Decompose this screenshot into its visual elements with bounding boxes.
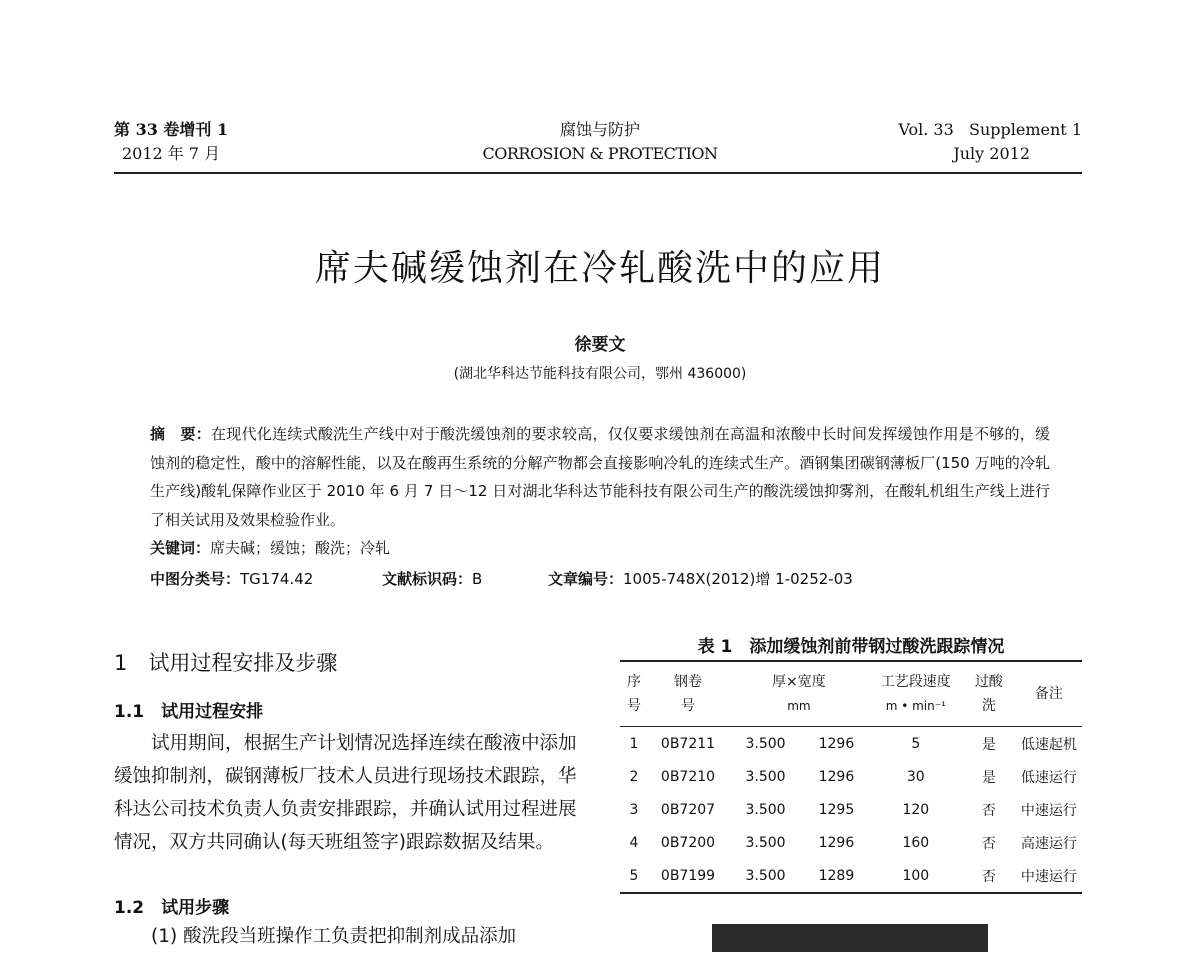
- col-coil: 钢卷 号: [674, 674, 702, 714]
- author-affiliation: (湖北华科达节能科技有限公司，鄂州 436000): [453, 366, 747, 382]
- doc-code-value: B: [472, 570, 483, 588]
- section-1-1-paragraph: 试用期间，根据生产计划情况选择连续在酸液中添加缓蚀抑制剂，碳钢薄板厂技术人员进行现场技术跟踪，华科达公司技术负责人负责安排跟踪，并确认试用过程进展情况，双方共同确认(每天班组签字)跟踪数据及结果。: [114, 733, 577, 853]
- cell-coil: 0B7200: [660, 834, 716, 851]
- col-over-pickling: 过酸 洗: [974, 674, 1003, 714]
- clc-value: TG174.42: [240, 570, 314, 588]
- cell-speed: 120: [902, 801, 930, 818]
- section-1-2-heading: 1.2 试用步骤: [114, 898, 230, 918]
- cell-over-pickling: 否: [981, 868, 996, 885]
- date-en: July 2012: [953, 144, 1030, 163]
- col-note: 备注: [1034, 686, 1063, 702]
- cell-thickness: 3.500: [745, 867, 786, 884]
- abstract: [150, 420, 1050, 563]
- abstract-label: 摘 要：: [150, 425, 212, 443]
- col-seq: 序 号: [627, 674, 641, 714]
- cell-speed: 100: [902, 867, 930, 884]
- cell-over-pickling: 否: [981, 802, 996, 819]
- journal-header-left: [114, 118, 228, 166]
- table-row: [620, 760, 1082, 793]
- table-row: [620, 727, 1082, 761]
- journal-header-center: [400, 118, 800, 166]
- section-1-2-paragraph: (1) 酸洗段当班操作工负责把抑制剂成品添加: [151, 926, 517, 947]
- cell-note: 中速运行: [1020, 802, 1077, 819]
- clc-line: [150, 568, 313, 589]
- cell-note: 中速运行: [1020, 868, 1077, 885]
- cell-width: 1296: [818, 834, 855, 851]
- cell-coil: 0B7211: [660, 735, 716, 752]
- figure-image-partial: [712, 924, 988, 952]
- cell-seq: 1: [629, 735, 639, 752]
- article-title: 席夫碱缓蚀剂在冷轧酸洗中的应用: [314, 248, 885, 289]
- abstract-text: 在现代化连续式酸洗生产线中对于酸洗缓蚀剂的要求较高，仅仅要求缓蚀剂在高温和浓酸中长时间发挥缓蚀作用是不够的，缓蚀剂的稳定性，酸中的溶解性能，以及在酸再生系统的分解产物都会直接影响冷轧的连续式生产。酒钢集团碳钢薄板厂(150 万吨的冷轧生产线)酸轧保障作业区于 2010 年 6 月 7 日～12 日对湖北华科达节能科技有限公司生产的酸洗缓蚀抑雾剂，在酸轧机组生产线上进行了相关试用及效果检验作业。: [150, 425, 1050, 529]
- clc-label: 中图分类号：: [150, 570, 241, 588]
- doc-code-label: 文献标识码：: [382, 570, 473, 588]
- cell-width: 1296: [818, 768, 855, 785]
- date-cn: 2012 年 7 月: [122, 144, 221, 163]
- col-speed: 工艺段速度 m • min⁻¹: [880, 674, 951, 713]
- journal-name-en: CORROSION & PROTECTION: [482, 144, 718, 163]
- table-row: [620, 826, 1082, 859]
- section-1-1-heading: 1.1 试用过程安排: [114, 702, 264, 722]
- cell-speed: 30: [906, 768, 925, 785]
- volume-cn: 第 33 卷增刊 1: [114, 120, 229, 139]
- keywords-label: 关键词：: [150, 539, 211, 557]
- table-1-caption: 表 1 添加缓蚀剂前带钢过酸洗跟踪情况: [697, 637, 1005, 657]
- cell-seq: 2: [629, 768, 639, 785]
- table-1: [620, 660, 1082, 894]
- author-name: 徐要文: [574, 335, 626, 355]
- cell-over-pickling: 否: [981, 835, 996, 852]
- cell-over-pickling: 是: [981, 736, 996, 753]
- journal-header-right: [898, 118, 1082, 166]
- cell-note: 低速运行: [1020, 769, 1077, 786]
- cell-thickness: 3.500: [745, 735, 786, 752]
- volume-en: Vol. 33 Supplement 1: [898, 120, 1082, 139]
- cell-width: 1296: [818, 735, 855, 752]
- cell-speed: 5: [911, 735, 921, 752]
- article-no-line: [548, 568, 853, 589]
- cell-thickness: 3.500: [745, 801, 786, 818]
- cell-thickness: 3.500: [745, 768, 786, 785]
- table-header-row: [620, 661, 1082, 727]
- cell-coil: 0B7199: [660, 867, 716, 884]
- journal-name-cn: 腐蚀与防护: [559, 120, 640, 139]
- cell-note: 低速起机: [1020, 736, 1077, 753]
- col-dimensions: 厚×宽度 mm: [772, 674, 826, 713]
- cell-over-pickling: 是: [981, 769, 996, 786]
- doc-code-line: [382, 568, 482, 589]
- article-no-label: 文章编号：: [548, 570, 624, 588]
- cell-coil: 0B7210: [660, 768, 716, 785]
- cell-width: 1295: [818, 801, 855, 818]
- cell-note: 高速运行: [1020, 835, 1077, 852]
- section-1-heading: 1 试用过程安排及步骤: [114, 651, 338, 675]
- cell-seq: 3: [629, 801, 639, 818]
- cell-speed: 160: [902, 834, 930, 851]
- table-row: [620, 859, 1082, 893]
- header-rule: [114, 172, 1082, 174]
- keywords: 席夫碱；缓蚀；酸洗；冷轧: [210, 539, 391, 557]
- article-no-value: 1005-748X(2012)增 1-0252-03: [623, 570, 853, 588]
- cell-width: 1289: [818, 867, 855, 884]
- cell-seq: 5: [629, 867, 639, 884]
- keywords-line: [150, 534, 1050, 563]
- cell-coil: 0B7207: [660, 801, 716, 818]
- table-row: [620, 793, 1082, 826]
- cell-thickness: 3.500: [745, 834, 786, 851]
- cell-seq: 4: [629, 834, 639, 851]
